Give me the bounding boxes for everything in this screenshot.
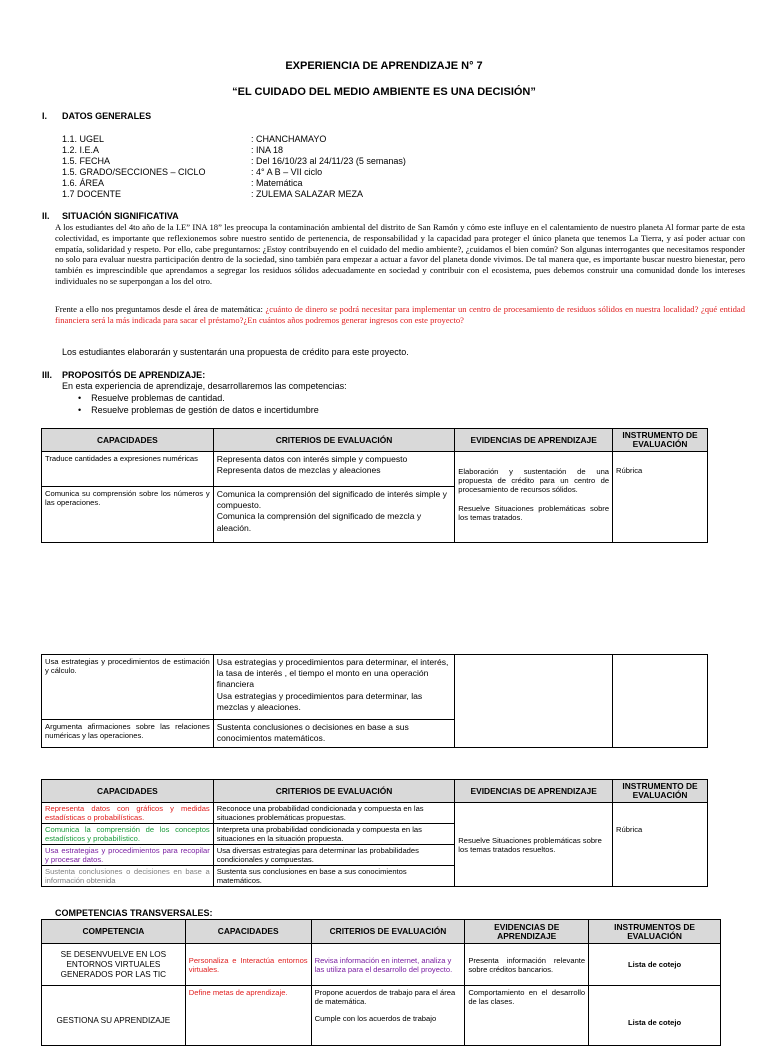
table-cell-competence: GESTIONA SU APRENDIZAJE xyxy=(42,986,186,1046)
competency-table-3 xyxy=(41,779,708,887)
table-cell-evidence: Resuelve Situaciones problemáticas sobre los temas tratados resueltos. xyxy=(455,803,613,887)
table-cell-capacity: Usa estrategias y procedimientos para recopilar y procesar datos. xyxy=(42,845,214,866)
bullet-icon: • xyxy=(78,405,82,415)
general-labels xyxy=(62,134,262,200)
table-cell-criteria: Usa diversas estrategias para determinar las probabilidades condicionales y compuestas. xyxy=(213,845,455,866)
general-label: 1.7 DOCENTE xyxy=(62,189,122,199)
bullet-icon: • xyxy=(78,393,82,403)
general-value: : 4° A B – VII ciclo xyxy=(251,167,323,177)
general-value: : Matemática xyxy=(251,178,303,188)
question-prefix: Frente a ello nos preguntamos desde el área de matemática: xyxy=(55,304,266,314)
transversal-table xyxy=(41,919,721,1046)
table-cell-criteria: Reconoce una probabilidad condicionada y compuesta en las situaciones problemáticas propuestas. xyxy=(213,803,455,824)
competency-list xyxy=(78,393,319,417)
table-cell-criteria: Revisa información en internet, analiza y las utiliza para el desarrollo del proyecto. xyxy=(311,944,465,986)
header-evidencias: EVIDENCIAS DE APRENDIZAJE xyxy=(465,920,589,944)
table-cell-capacity: Define metas de aprendizaje. xyxy=(185,986,311,1046)
table-cell-instrument: Rúbrica xyxy=(613,452,708,543)
table-cell-capacity: Comunica su comprensión sobre los números y las operaciones. xyxy=(42,487,214,543)
document-title: EXPERIENCIA DE APRENDIZAJE N° 7 xyxy=(285,60,483,72)
general-label: 1.1. UGEL xyxy=(62,134,105,144)
table-cell-capacity: Personaliza e Interactúa entornos virtuales. xyxy=(185,944,311,986)
competency-item: • Resuelve problemas de gestión de datos e incertidumbre xyxy=(78,405,319,415)
header-instrumentos: INSTRUMENTOS DE EVALUACIÓN xyxy=(589,920,721,944)
section-3-title: PROPOSITÓS DE APRENDIZAJE: xyxy=(62,370,206,380)
table-cell-criteria: Usa estrategias y procedimientos para determinar, el interés, la tasa de interés , el tiempo el monto en una operación financiera Usa estrategias y procedimientos para determinar, las mezclas y aleaciones. xyxy=(213,655,455,720)
section-1-title: DATOS GENERALES xyxy=(62,111,152,121)
table-cell-instrument: Lista de cotejo xyxy=(589,944,721,986)
table-cell-evidence: Comportamiento en el desarrollo de las clases. xyxy=(465,986,589,1046)
competency-item: • Resuelve problemas de cantidad. xyxy=(78,393,225,403)
general-label: 1.6. ÁREA xyxy=(62,178,105,188)
question-highlight: ¿cuánto de dinero se podrá necesitar para implementar un centro de procesamiento de residuos sólidos en nuestra localidad? ¿qué entidad financiera será la más indicada para sacar el préstamo?¿En cuántos años podremos generar ingresos con este proyecto? xyxy=(55,304,745,325)
table-cell-instrument: Rúbrica xyxy=(613,803,708,887)
question-paragraph xyxy=(55,304,745,326)
table-cell-instrument xyxy=(613,655,708,748)
document-subtitle: “EL CUIDADO DEL MEDIO AMBIENTE ES UNA DECISIÓN” xyxy=(232,86,536,98)
table-cell-capacity: Comunica la comprensión de los conceptos estadísticos y probabilístico. xyxy=(42,824,214,845)
section-3-number: III. xyxy=(42,370,53,380)
table-cell-instrument: Lista de cotejo xyxy=(589,986,721,1046)
table-cell-capacity: Usa estrategias y procedimientos de estimación y cálculo. xyxy=(42,655,214,720)
header-criterios: CRITERIOS DE EVALUACIÓN xyxy=(311,920,465,944)
general-label: 1.2. I.E.A xyxy=(62,145,100,155)
header-evidencias: EVIDENCIAS DE APRENDIZAJE xyxy=(455,429,613,452)
general-value: : Del 16/10/23 al 24/11/23 (5 semanas) xyxy=(251,156,406,166)
header-capacidades: CAPACIDADES xyxy=(185,920,311,944)
header-capacidades: CAPACIDADES xyxy=(42,780,214,803)
section-2-title: SITUACIÓN SIGNIFICATIVA xyxy=(62,211,179,221)
table-cell-capacity: Representa datos con gráficos y medidas estadísticas o probabilísticas. xyxy=(42,803,214,824)
situation-paragraph: A los estudiantes del 4to año de la I.E” INA 18” les preocupa la contaminación ambiental del distrito de San Ramón y cómo este influye en el calentamiento de nuestro planeta Al formar parte de esta colectividad, es importante que reflexionemos sobre nuestro sentido de pertenencia, de responsabilidad y la capacidad para proteger el único planeta que tenemos La Tierra, y así poder actuar con empatía, solidaridad y respeto. Por ello, cabe preguntarnos: ¿Estoy contribuyendo en el cuidado del medio ambiente?, ¿cuidamos el bien común? Son algunas interrogantes que necesitamos responder no solo para evaluar nuestra participación dentro de la sociedad, sino también para empezar a actuar a favor del planeta donde vivimos. De tal manera que, es importante buscar nuestro bienestar, pero también es imprescindible que aprendamos a segregar los residuos sólidos adecuadamente en sociedad y contribuir con el ecosistema, pues debemos construir una comunidad donde los intereses individuales no se superpongan a los del otro. xyxy=(55,222,745,286)
table-cell-evidence: Elaboración y sustentación de una propuesta de crédito para un centro de procesamiento de recursos sólidos. Resuelve Situaciones problemáticas sobre los temas tratados. xyxy=(455,452,613,543)
table-cell-criteria: Sustenta conclusiones o decisiones en base a sus conocimientos matemáticos. xyxy=(213,720,455,748)
header-instrumento: INSTRUMENTO DE EVALUACIÓN xyxy=(613,780,708,803)
section-3-intro: En esta experiencia de aprendizaje, desarrollaremos las competencias: xyxy=(62,381,347,391)
table-cell-criteria: Comunica la comprensión del significado de interés simple y compuesto. Comunica la comprensión del significado de mezcla y aleación. xyxy=(213,487,455,543)
competency-table-2 xyxy=(41,654,708,748)
table-cell-evidence xyxy=(455,655,613,748)
header-evidencias: EVIDENCIAS DE APRENDIZAJE xyxy=(455,780,613,803)
header-criterios: CRITERIOS DE EVALUACIÓN xyxy=(213,429,455,452)
competency-table-1 xyxy=(41,428,708,543)
header-instrumento: INSTRUMENTO DE EVALUACIÓN xyxy=(613,429,708,452)
table-cell-criteria: Representa datos con interés simple y compuesto Representa datos de mezclas y aleaciones xyxy=(213,452,455,487)
table-cell-criteria: Sustenta sus conclusiones en base a sus conocimientos matemáticos. xyxy=(213,866,455,887)
general-label: 1.5. GRADO/SECCIONES – CICLO xyxy=(62,167,206,177)
general-value: : INA 18 xyxy=(251,145,284,155)
table-cell-criteria: Propone acuerdos de trabajo para el área de matemática. Cumple con los acuerdos de trabajo xyxy=(311,986,465,1046)
students-line: Los estudiantes elaborarán y sustentarán una propuesta de crédito para este proyecto. xyxy=(62,347,409,357)
header-capacidades: CAPACIDADES xyxy=(42,429,214,452)
section-2-number: II. xyxy=(42,211,50,221)
general-values xyxy=(251,134,551,200)
table-cell-capacity: Sustenta conclusiones o decisiones en base a información obtenida xyxy=(42,866,214,887)
table-cell-capacity: Traduce cantidades a expresiones numéricas xyxy=(42,452,214,487)
transversal-title: COMPETENCIAS TRANSVERSALES: xyxy=(55,908,213,918)
table-cell-capacity: Argumenta afirmaciones sobre las relaciones numéricas y las operaciones. xyxy=(42,720,214,748)
header-criterios: CRITERIOS DE EVALUACIÓN xyxy=(213,780,455,803)
table-cell-evidence: Presenta información relevante sobre créditos bancarios. xyxy=(465,944,589,986)
section-1-number: I. xyxy=(42,111,48,121)
general-value: : CHANCHAMAYO xyxy=(251,134,327,144)
header-competencia: COMPETENCIA xyxy=(42,920,186,944)
general-value: : ZULEMA SALAZAR MEZA xyxy=(251,189,364,199)
general-label: 1.5. FECHA xyxy=(62,156,111,166)
table-cell-competence: SE DESENVUELVE EN LOS ENTORNOS VIRTUALES GENERADOS POR LAS TIC xyxy=(42,944,186,986)
table-cell-criteria: Interpreta una probabilidad condicionada y compuesta en las situaciones en la situación propuesta. xyxy=(213,824,455,845)
